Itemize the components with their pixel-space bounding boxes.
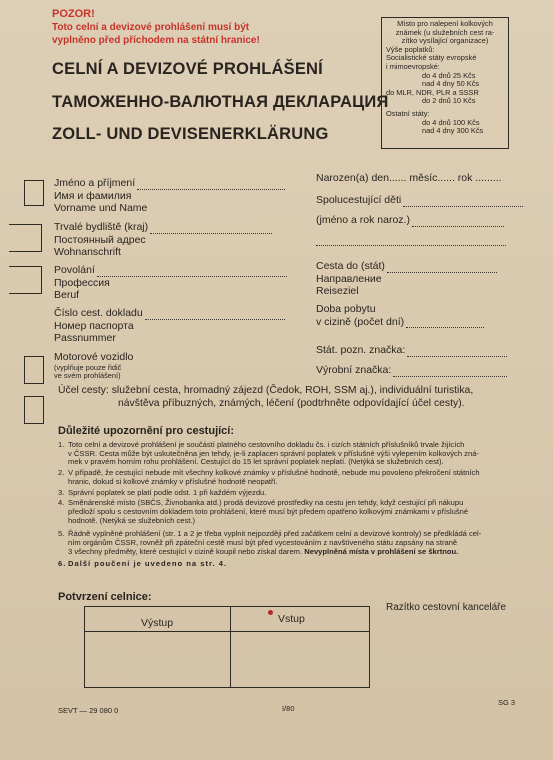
- confirm-title: Potvrzení celnice:: [58, 591, 152, 603]
- checkbox-vehicle[interactable]: [24, 356, 44, 384]
- fee-box-text: Místo pro nalepení kolkových známek (u služebních cest ra- zítko vysílající organizace) Výše poplatků: Socialistické státy evropské i mimoevropské: do 4 dnů 25 Kčs nad 4 dny 50 Kčs do MLR, NDR, PLR a SSSR do 2 dnů 10 Kčs Ostatní státy: do 4 dnů 100 Kčs nad 4 dny 300 Kčs: [386, 19, 495, 136]
- notice-1: 1. Toto celní a devizové prohlášení je součástí platného cestovního dokladu čs. i cizích státních příslušníků trvale žijících v ČSSR. Cesta může být uskutečněna jen tehdy, je-li zaplacen správní poplatek v příslušné výši vylepením kolkových zná- mek v pravém horním rohu prohlášení. Cestující do 15 let správní poplatek neplatí. (Netýká se služebních cest).: [58, 440, 479, 467]
- field-vehicle[interactable]: Motorové vozidlo (vyplňuje pouze řidič ve svém prohlášení): [54, 351, 134, 381]
- field-name[interactable]: Jméno a příjmení Имя и фамилия Vorname und Name: [54, 177, 285, 215]
- travel-agency-stamp-label: Razítko cestovní kanceláře: [386, 602, 507, 613]
- footer-version: I/80: [282, 704, 295, 713]
- field-vin[interactable]: Výrobní značka:: [316, 364, 507, 377]
- field-children[interactable]: Spolucestující děti: [316, 194, 523, 207]
- warning-text: Toto celní a devizové prohlášení musí být vyplněno před příchodem na státní hranice!: [52, 22, 260, 46]
- notice-5: 5. Řádně vyplněné prohlášení (str. 1 a 2 je třeba vyplnit nejpozději před začátkem celní a devizové kontroly) se předkládá cel- ním orgánům ČSSR, rovněž při zpáteční cestě musí být před vycestováním z navštíveného státu zapsány na straně 3 všechny předměty, které cestující v cizině koupil nebo získal darem. Nevyplněná místa v prohlášení se škrtnou.: [58, 529, 482, 556]
- exit-stamp-label: Výstup: [140, 617, 174, 629]
- travel-purpose: Účel cesty: služební cesta, hromadný zájezd (Čedok, ROH, SSM aj.), individuální turistika, návštěva příbuzných, známých, léčení (podtrhněte odpovídající účel cesty).: [58, 385, 474, 409]
- notice-3: 3. Správní poplatek se platí podle odst. 1 při každém výjezdu.: [58, 487, 267, 497]
- confirm-table-rule: [84, 631, 369, 632]
- notice-4: 4. Směnárenské místo (SBČS, Živnobanka atd.) prodá devizové prostředky na cestu jen tehdy, když cestující při nákupu předloží spolu s cestovním dokladem toto prohlášení, které musí být předem opatřeno kolkovými známkami v příslušné hodnotě. (Netýká se služebních cest.): [58, 498, 469, 525]
- field-birth-date[interactable]: Narozen(a) den...... měsíc...... rok .........: [316, 172, 502, 184]
- confirm-table-divider: [230, 606, 231, 687]
- title-german: ZOLL- UND DEVISENERKLÄRUNG: [52, 125, 329, 143]
- field-plate[interactable]: Stát. pozn. značka:: [316, 344, 507, 357]
- notices-list: [58, 441, 528, 569]
- field-passport[interactable]: Číslo cest. dokladu Номер паспорта Passnummer: [54, 307, 285, 345]
- entry-stamp-label: Vstup: [278, 613, 305, 625]
- checkbox-address[interactable]: [9, 224, 42, 252]
- red-mark: [268, 610, 273, 615]
- footer-page-code: SG 3: [498, 698, 516, 707]
- field-address[interactable]: Trvalé bydliště (kraj) Постоянный адрес Wohnanschrift: [54, 221, 272, 259]
- field-occupation[interactable]: Povolání Профессия Beruf: [54, 264, 287, 302]
- children-extra-line[interactable]: [316, 245, 506, 246]
- checkbox-occupation[interactable]: [9, 266, 42, 294]
- notice-6: 6. Další poučení je uvedeno na str. 4.: [58, 559, 228, 569]
- field-destination[interactable]: Cesta do (stát) Направление Reiseziel: [316, 260, 497, 298]
- checkbox-purpose[interactable]: [24, 396, 44, 424]
- title-czech: CELNÍ A DEVIZOVÉ PROHLÁŠENÍ: [52, 60, 323, 78]
- field-children-sub[interactable]: (jméno a rok naroz.): [316, 214, 504, 227]
- title-russian: ТАМОЖЕННО-ВАЛЮТНАЯ ДЕКЛАРАЦИЯ: [52, 93, 389, 111]
- footer-print-code: SEVT — 29 080 0: [58, 706, 119, 715]
- notices-title: Důležité upozornění pro cestující:: [58, 425, 235, 437]
- field-stay[interactable]: Doba pobytu v cizině (počet dní): [316, 303, 484, 328]
- checkbox-name[interactable]: [24, 180, 44, 206]
- notice-2: 2. V případě, že cestující nebude mít všechny kolkové známky v příslušné hodnotě, nebude mu povoleno překročení státních hranic, dokud si kolkové známky v příslušné hodnotě neopatří.: [58, 468, 480, 486]
- pozor-label: POZOR!: [52, 8, 95, 20]
